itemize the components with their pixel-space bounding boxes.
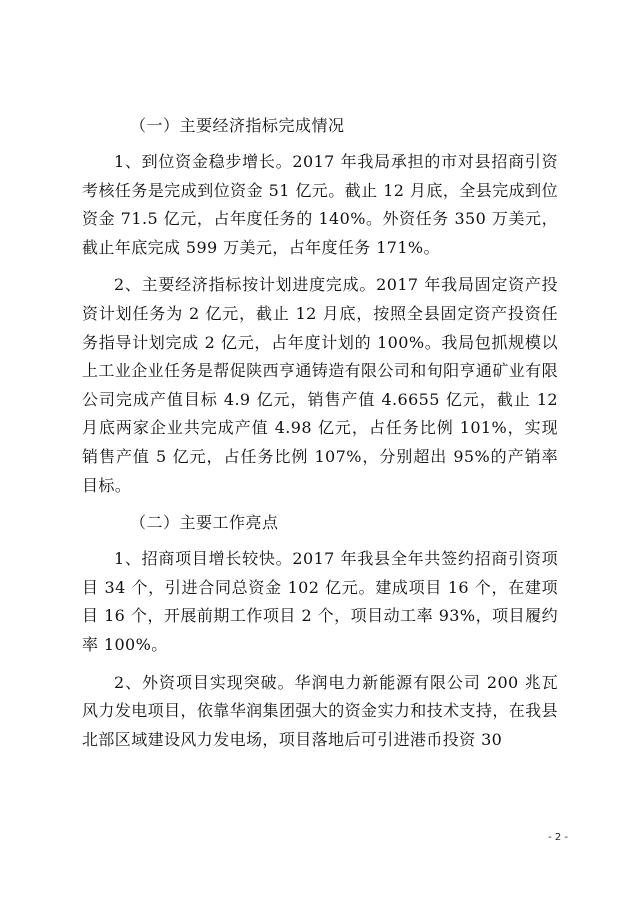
paragraph-foreign-investment: 2、外资项目实现突破。华润电力新能源有限公司 200 兆瓦风力发电项目，依靠华润集团强大的资金实力和技术支持，在我县北部区域建设风力发电场，项目落地后可引进港币投资 30 [82, 672, 558, 749]
section-heading-economic-indicators: （一）主要经济指标完成情况 [130, 116, 345, 135]
section-heading-work-highlights: （二）主要工作亮点 [130, 513, 279, 533]
paragraph-indicators-progress: 2、主要经济指标按计划进度完成。2017 年我局固定资产投资计划任务为 2 亿元，截止 12 月底，按照全县固定资产投资任务指导计划完成 2 亿元，占年度计划的 100%。我局包抓规模以上工业企业任务是帮促陕西亨通铸造有限公司和旬阳亨通矿业有限公司完成产值目标 4.9 亿元，销售产值 4.6655 亿元，截止 12 月底两家企业共完成产值 4.98 亿元，占任务比例 101%，实现销售产值 5 亿元，占任务比例 107%，分别超出 95%的产销率目标。 [82, 275, 558, 495]
page-number: - 2 - [548, 832, 568, 843]
paragraph-project-growth: 1、招商项目增长较快。2017 年我县全年共签约招商引资项目 34 个，引进合同总资金 102 亿元。建成项目 16 个，在建项目 16 个，开展前期工作项目 2 个，项目动工率 93%，项目履约率 100%。 [82, 549, 558, 654]
page-content [82, 112, 558, 754]
paragraph-funds-growth: 1、到位资金稳步增长。2017 年我局承担的市对县招商引资考核任务是完成到位资金 51 亿元。截止 12 月底，全县完成到位资金 71.5 亿元，占年度任务的 140%。外资任务 350 万美元，截止年底完成 599 万美元，占年度任务 171%。 [82, 152, 558, 257]
